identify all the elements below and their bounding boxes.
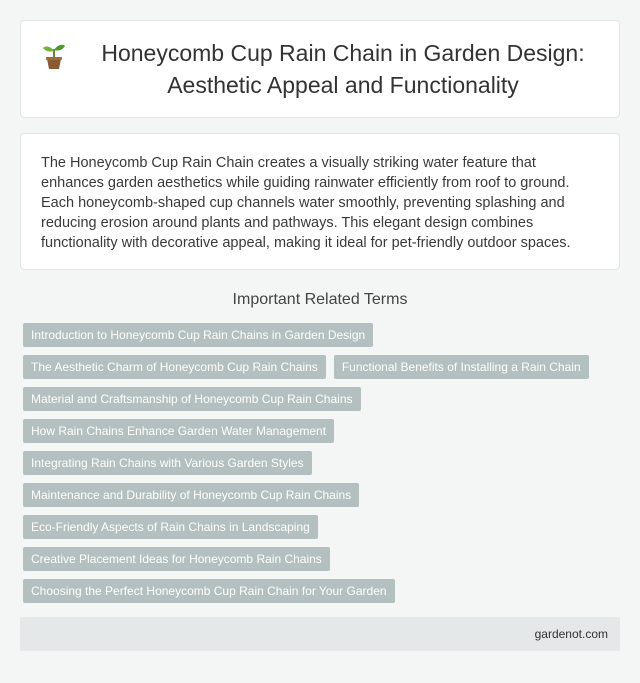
related-term-tag[interactable]: Introduction to Honeycomb Cup Rain Chains in Garden Design xyxy=(23,323,373,347)
related-term-tag[interactable]: Material and Craftsmanship of Honeycomb Cup Rain Chains xyxy=(23,387,361,411)
related-term-tag[interactable]: How Rain Chains Enhance Garden Water Management xyxy=(23,419,334,443)
related-term-tag[interactable]: Eco-Friendly Aspects of Rain Chains in Landscaping xyxy=(23,515,318,539)
related-term-tag[interactable]: Creative Placement Ideas for Honeycomb Rain Chains xyxy=(23,547,330,571)
header-card xyxy=(20,20,620,118)
related-term-tag[interactable]: Choosing the Perfect Honeycomb Cup Rain Chain for Your Garden xyxy=(23,579,395,603)
title-row xyxy=(41,37,599,101)
footer-site-link[interactable]: gardenot.com xyxy=(534,627,608,641)
related-term-tag[interactable]: Functional Benefits of Installing a Rain Chain xyxy=(334,355,589,379)
related-terms-list xyxy=(20,323,623,603)
sprout-icon xyxy=(41,41,67,71)
related-term-tag[interactable]: The Aesthetic Charm of Honeycomb Cup Rain Chains xyxy=(23,355,326,379)
related-terms-title: Important Related Terms xyxy=(232,291,408,308)
description-card xyxy=(20,133,620,270)
footer xyxy=(20,617,620,651)
related-term-tag[interactable]: Integrating Rain Chains with Various Garden Styles xyxy=(23,451,312,475)
page-title: Honeycomb Cup Rain Chain in Garden Design: Aesthetic Appeal and Functionality xyxy=(101,40,585,98)
description-text: The Honeycomb Cup Rain Chain creates a visually striking water feature that enhances garden aesthetics while guiding rainwater efficiently from roof to ground. Each honeycomb-shaped cup channels water smoothly, preventing splashing and reducing erosion around plants and pathways. This elegant design combines functionality with decorative appeal, making it ideal for pet-friendly outdoor spaces. xyxy=(41,155,571,251)
related-term-tag[interactable]: Maintenance and Durability of Honeycomb Cup Rain Chains xyxy=(23,483,359,507)
